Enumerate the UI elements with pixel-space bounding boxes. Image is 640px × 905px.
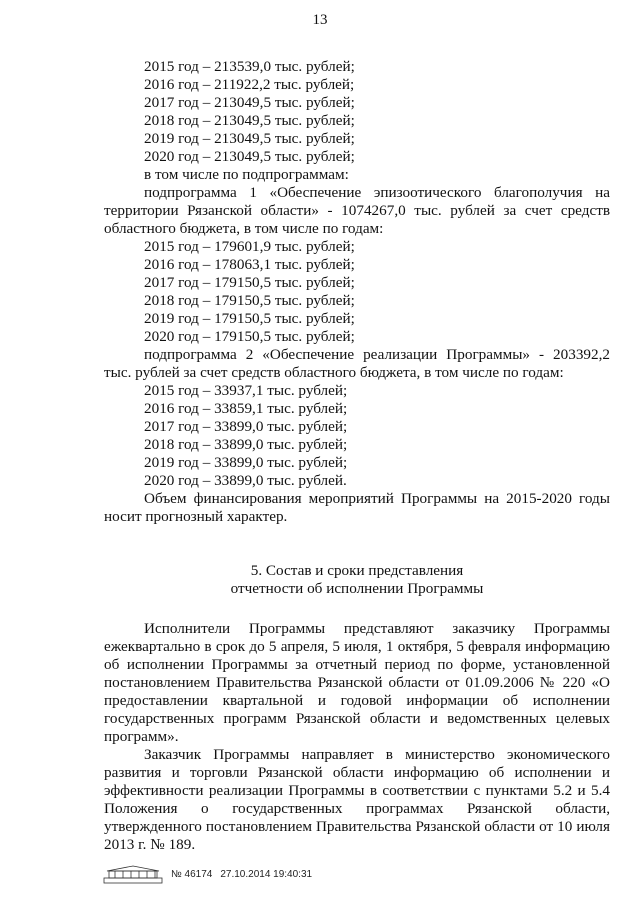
funding-by-year-total (104, 58, 610, 184)
year-line: 2018 год – 179150,5 тыс. рублей; (144, 292, 355, 309)
funding-by-year-subprogram-1 (104, 238, 610, 346)
year-line: 2019 год – 33899,0 тыс. рублей; (144, 454, 348, 471)
document-datetime: 27.10.2014 19:40:31 (220, 868, 313, 880)
paragraph-customer: Заказчик Программы направляет в министерство экономического развития и торговли Рязанской области информацию об исполнении и эффективности реализации Программы в соответствии с пунктами 5.2 и 5.4 Положения о государственных программах Рязанской области, утвержденного постановлением Правительства Рязанской области от 10 июля 2013 г. № 189. (104, 746, 610, 853)
document-footer (103, 864, 312, 884)
paragraph-executors: Исполнители Программы представляют заказчику Программы ежеквартально в срок до 5 апреля, 5 июля, 1 октября, 5 февраля информацию об исполнении Программы за отчетный период по форме, установленной постановлением Правительства Рязанской области от 01.09.2006 № 220 «О предоставлении квартальной и годовой информации об исполнении государственных программ Рязанской области и ведомственных целевых программ». (104, 620, 610, 745)
funding-by-year-subprogram-2 (104, 382, 610, 490)
section-title-line-2: отчетности об исполнении Программы (230, 580, 484, 597)
document-number: № 46174 (171, 868, 213, 880)
document-body (104, 58, 610, 854)
year-line: 2017 год – 213049,5 тыс. рублей; (144, 94, 355, 111)
year-line: 2020 год – 213049,5 тыс. рублей; (144, 148, 355, 165)
year-line: 2018 год – 213049,5 тыс. рублей; (144, 112, 355, 129)
year-line: 2016 год – 211922,2 тыс. рублей; (144, 76, 355, 93)
page-number: 13 (312, 12, 328, 28)
year-line: 2020 год – 179150,5 тыс. рублей; (144, 328, 355, 345)
section-5-heading (104, 562, 610, 598)
subprogram-2-text: подпрограмма 2 «Обеспечение реализации Программы» - 203392,2 тыс. рублей за счет средств областного бюджета, в том числе по годам: (104, 346, 610, 381)
year-line: 2017 год – 179150,5 тыс. рублей; (144, 274, 355, 291)
subprogram-1-text: подпрограмма 1 «Обеспечение эпизоотического благополучия на территории Рязанской области» - 1074267,0 тыс. рублей за счет средств областного бюджета, в том числе по годам: (104, 184, 610, 237)
year-line: 2015 год – 179601,9 тыс. рублей; (144, 238, 355, 255)
year-line: 2019 год – 213049,5 тыс. рублей; (144, 130, 355, 147)
financing-note: Объем финансирования мероприятий Программы на 2015-2020 годы носит прогнозный характер. (104, 490, 610, 525)
year-line: 2015 год – 213539,0 тыс. рублей; (144, 58, 355, 75)
year-line: 2015 год – 33937,1 тыс. рублей; (144, 382, 348, 399)
section-title-line-1: 5. Состав и сроки представления (250, 562, 464, 579)
year-line: 2017 год – 33899,0 тыс. рублей; (144, 418, 348, 435)
year-line: 2019 год – 179150,5 тыс. рублей; (144, 310, 355, 327)
year-line: 2018 год – 33899,0 тыс. рублей; (144, 436, 348, 453)
building-stamp-icon (103, 864, 163, 884)
year-line: 2016 год – 33859,1 тыс. рублей; (144, 400, 348, 417)
year-line: 2016 год – 178063,1 тыс. рублей; (144, 256, 355, 273)
subprograms-intro: в том числе по подпрограммам: (144, 166, 349, 183)
year-line: 2020 год – 33899,0 тыс. рублей. (144, 472, 347, 489)
